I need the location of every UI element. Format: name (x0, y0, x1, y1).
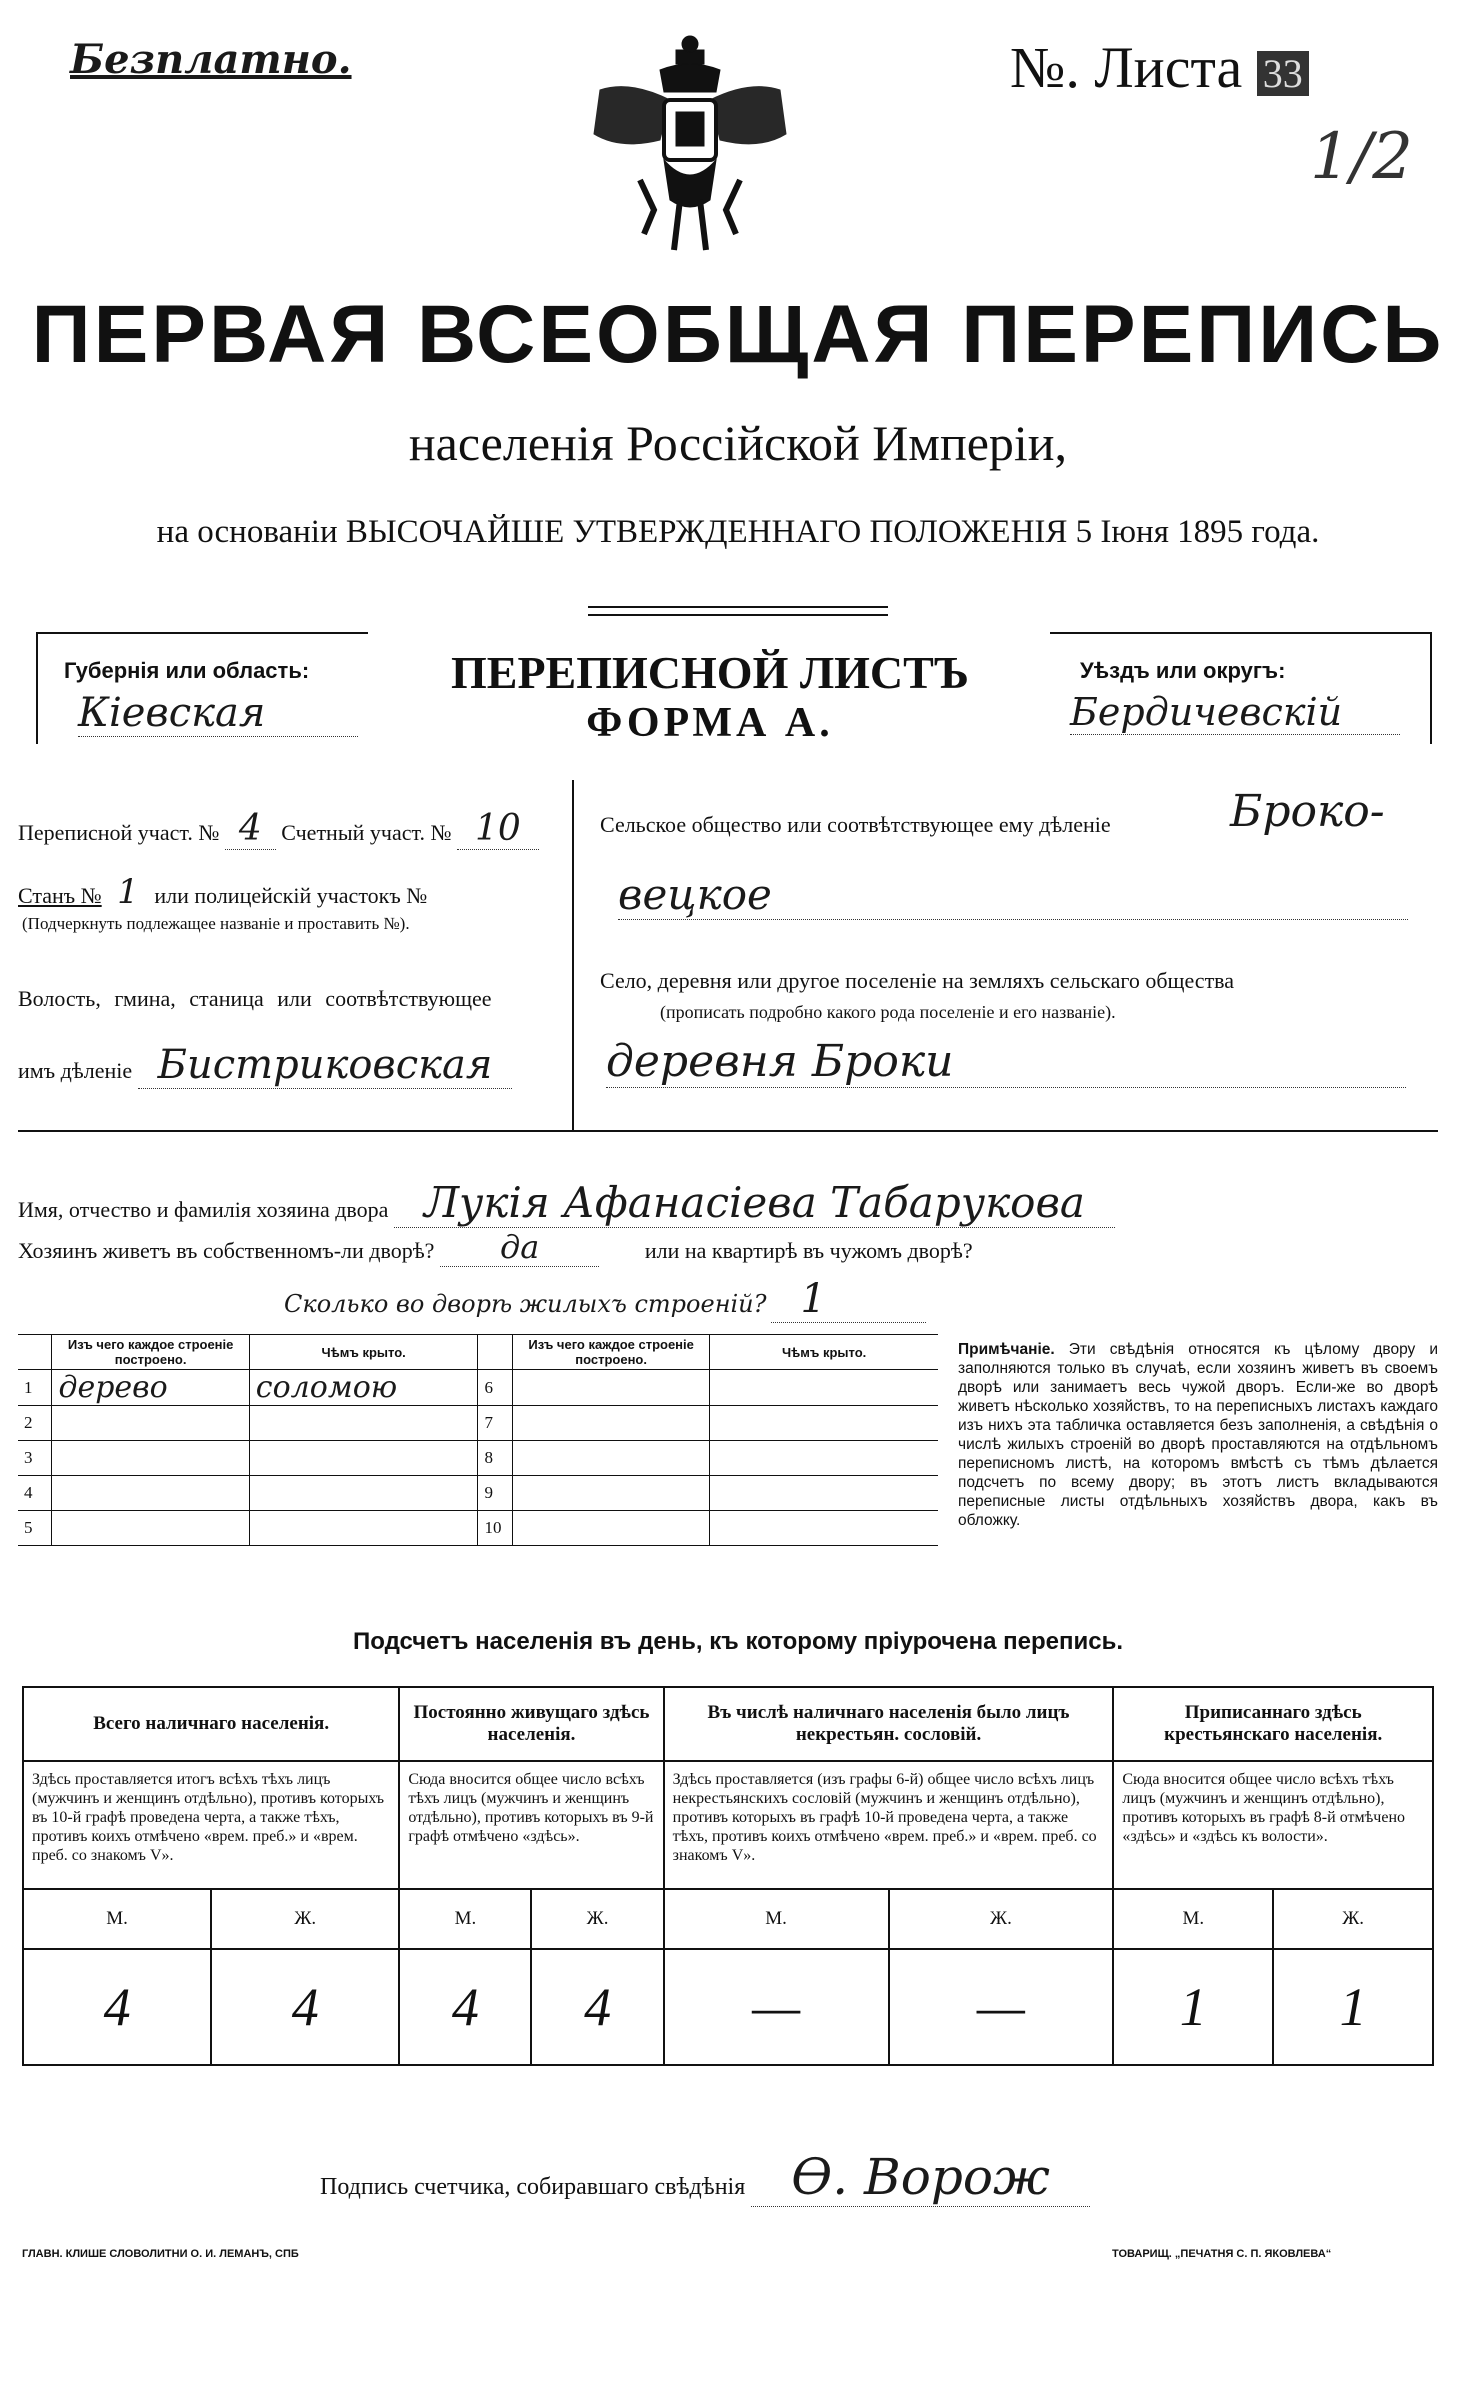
form-title-line2: ФОРМА А. (586, 700, 834, 746)
perepis-uchast-value: 4 (225, 808, 276, 850)
note (958, 1340, 1438, 1530)
population-title: Подсчетъ населенія въ день, къ которому пріурочена перепись. (353, 1628, 1123, 1655)
buildings-row (284, 1276, 926, 1322)
roof-cell (249, 1511, 478, 1546)
pop-desc-1: Здѣсь проставляется итогъ всѣхъ тѣхъ лицъ (мужчинъ и женщинъ отдѣльно), противъ которыхъ въ 10-й графѣ проведена черта, а также тѣхъ, противъ коихъ отмѣчено «врем. преб.» и «врем. преб. со знакомъ V». (23, 1761, 399, 1889)
society-label: Сельское общество или соотвѣтствующее ему дѣленіе (600, 812, 1111, 837)
row-num: 1 (18, 1370, 52, 1406)
col-material-2: Изъ чего каждое строеніе построено. (512, 1335, 709, 1370)
table-row (18, 1511, 938, 1546)
printer-left: ГЛАВН. КЛИШЕ СЛОВОЛИТНИ О. И. ЛЕМАНЪ, СПБ (22, 2248, 299, 2260)
form-title-line1: ПЕРЕПИСНОЙ ЛИСТЪ (450, 647, 970, 698)
village-value: деревня Броки (606, 1036, 1406, 1088)
uezd-label: Уѣздъ или округъ: (1080, 658, 1286, 683)
nonpeasant-female: — (889, 1949, 1114, 2065)
gubernia-value: Кіевская (78, 690, 358, 737)
free-label: Безплатно. (70, 36, 352, 83)
material-cell (512, 1370, 709, 1406)
own-yard-label: Хозяинъ живетъ въ собственномъ-ли дворѣ? (18, 1238, 435, 1263)
own-yard-value: да (440, 1228, 599, 1267)
volost-row (18, 1042, 512, 1088)
row-num: 10 (478, 1511, 512, 1546)
schetny-uchast-label: Счетный участ. № (281, 820, 452, 845)
stan-value: 1 (117, 872, 139, 912)
owner-name-value: Лукія Афанасіева Табарукова (394, 1178, 1115, 1228)
row-num: 6 (478, 1370, 512, 1406)
f-label: Ж. (889, 1889, 1114, 1949)
divider-vertical (572, 780, 574, 1130)
gubernia-box (36, 632, 368, 744)
ornament-divider (588, 606, 888, 616)
col-roof-1: Чѣмъ крыто. (249, 1335, 478, 1370)
pop-header-3: Въ числѣ наличнаго населенія было лицъ некрестьян. сословій. (664, 1687, 1114, 1761)
m-label: М. (23, 1889, 211, 1949)
m-label: М. (399, 1889, 531, 1949)
signature-value: Ѳ. Ворож (751, 2148, 1090, 2207)
village-note: (прописать подробно какого рода поселеніе и его названіе). (660, 1002, 1116, 1022)
pop-header-2: Постоянно живущаго здѣсь населенія. (399, 1687, 663, 1761)
divider-horizontal (18, 1130, 1438, 1132)
roof-cell (710, 1511, 938, 1546)
buildings-table (18, 1334, 938, 1546)
underline-note: (Подчеркнуть подлежащее названіе и проставить №). (22, 914, 410, 933)
table-row (18, 1476, 938, 1511)
society-value2: вецкое (618, 870, 1408, 920)
census-title: ПЕРВАЯ ВСЕОБЩАЯ ПЕРЕПИСЬ (31, 289, 1445, 380)
material-cell (52, 1406, 249, 1441)
roof-cell (249, 1406, 478, 1441)
stan-label: Станъ № (18, 883, 102, 908)
roof-cell (710, 1441, 938, 1476)
roof-cell (249, 1476, 478, 1511)
row-num: 2 (18, 1406, 52, 1441)
col-material-1: Изъ чего каждое строеніе построено. (52, 1335, 249, 1370)
apartment-label: или на квартирѣ въ чужомъ дворѣ? (644, 1238, 973, 1263)
perepis-row (18, 808, 539, 849)
uezd-value: Бердичевскій (1070, 690, 1400, 735)
total-male: 4 (23, 1949, 211, 2065)
pop-desc-2: Сюда вносится общее число всѣхъ тѣхъ лицъ (мужчинъ и женщинъ отдѣльно), противъ которыхъ въ 9-й графѣ отмѣчено «здѣсь». (399, 1761, 663, 1889)
own-yard-row (18, 1228, 973, 1266)
double-headed-eagle-emblem (580, 30, 800, 260)
society-value1: Броко- (1230, 786, 1385, 837)
m-label: М. (664, 1889, 889, 1949)
schetny-uchast-value: 10 (457, 808, 539, 850)
population-table (22, 1686, 1434, 2066)
volost-label2: имъ дѣленіе (18, 1058, 133, 1083)
total-female: 4 (211, 1949, 399, 2065)
row-num: 7 (478, 1406, 512, 1441)
material-cell (512, 1441, 709, 1476)
owner-name-row (18, 1178, 1115, 1227)
uezd-box (1050, 632, 1432, 744)
note-text: Эти свѣдѣнія относятся къ цѣлому двору и заполняются только въ случаѣ, если хозяинъ живетъ въ своемъ дворѣ или занимаетъ весь чужой дворъ. Если-же во дворѣ живетъ нѣсколько хозяйствъ, то на переписныхъ листахъ каждаго изъ нихъ эта табличка оставляется безъ заполненія, а свѣдѣнія о числѣ жилыхъ строеній во дворѣ проставляются на отдѣльномъ переписномъ листѣ, на которомъ вмѣстѣ съ тѣмъ дѣлается подсчетъ по всему двору; въ этотъ листъ вкладываются переписные листы отдѣльныхъ хозяйствъ двора, какъ въ обложку. (958, 1341, 1438, 1529)
roof-cell (710, 1370, 938, 1406)
col-roof-2: Чѣмъ крыто. (710, 1335, 938, 1370)
pop-desc-4: Сюда вносится общее число всѣхъ тѣхъ лицъ (мужчинъ и женщинъ отдѣльно), противъ которыхъ въ графѣ 8-й отмѣчено «здѣсь» и «здѣсь къ волости». (1113, 1761, 1433, 1889)
table-row (18, 1441, 938, 1476)
census-basis: на основаніи ВЫСОЧАЙШЕ УТВЕРЖДЕННАГО ПОЛОЖЕНІЯ 5 Іюня 1895 года. (156, 514, 1320, 550)
volost-value: Бистриковская (138, 1042, 513, 1089)
sheet-number-value: 33 (1257, 51, 1309, 96)
f-label: Ж. (1273, 1889, 1433, 1949)
buildings-label: Сколько во дворѣ жилыхъ строеній? (284, 1290, 767, 1318)
roof-cell: соломою (249, 1370, 478, 1406)
permanent-female: 4 (531, 1949, 663, 2065)
printer-right: ТОВАРИЩ. „ПЕЧАТНЯ С. П. ЯКОВЛЕВА“ (1112, 2248, 1332, 2260)
roof-cell (710, 1476, 938, 1511)
village-label: Село, деревня или другое поселеніе на земляхъ сельскаго общества (600, 968, 1235, 993)
material-cell (512, 1476, 709, 1511)
material-cell (52, 1441, 249, 1476)
sheet-number (1010, 34, 1309, 101)
note-title: Примѣчаніе. (958, 1341, 1055, 1358)
f-label: Ж. (211, 1889, 399, 1949)
buildings-value: 1 (771, 1276, 926, 1323)
pop-desc-3: Здѣсь проставляется (изъ графы 6-й) общее число всѣхъ лицъ некрестьянскихъ сословій (мужчинъ и женщинъ отдѣльно), противъ которыхъ въ графѣ 10-й проведена черта, а также тѣхъ, противъ коихъ отмѣчено «врем. преб.» и «врем. преб. со знакомъ V». (664, 1761, 1114, 1889)
pop-header-1: Всего наличнаго населенія. (23, 1687, 399, 1761)
f-label: Ж. (531, 1889, 663, 1949)
form-title (370, 632, 1050, 747)
pop-header-4: Приписаннаго здѣсь крестьянскаго населенія. (1113, 1687, 1433, 1761)
peasant-female: 1 (1273, 1949, 1433, 2065)
peasant-male: 1 (1113, 1949, 1273, 2065)
material-cell (512, 1406, 709, 1441)
material-cell (512, 1511, 709, 1546)
material-cell (52, 1476, 249, 1511)
volost-label: Волость, гмина, станица или соотвѣтствующее (18, 986, 492, 1011)
permanent-male: 4 (399, 1949, 531, 2065)
table-row (18, 1370, 938, 1406)
gubernia-label: Губернія или область: (64, 658, 310, 683)
row-num: 3 (18, 1441, 52, 1476)
row-num: 8 (478, 1441, 512, 1476)
nonpeasant-male: — (664, 1949, 889, 2065)
material-cell: дерево (52, 1370, 249, 1406)
owner-name-label: Имя, отчество и фамилія хозяина двора (18, 1197, 389, 1222)
row-num: 5 (18, 1511, 52, 1546)
row-num: 9 (478, 1476, 512, 1511)
roof-cell (710, 1406, 938, 1441)
perepis-uchast-label: Переписной участ. № (18, 820, 220, 845)
signature-label: Подпись счетчика, собиравшаго свѣдѣнія (320, 2174, 746, 2200)
material-cell (52, 1511, 249, 1546)
roof-cell (249, 1441, 478, 1476)
police-label: или полицейскій участокъ № (154, 883, 428, 908)
signature-row (320, 2148, 1090, 2206)
table-row (18, 1406, 938, 1441)
margin-note: 1/2 (1310, 120, 1413, 194)
stan-row (18, 872, 427, 912)
m-label: М. (1113, 1889, 1273, 1949)
census-subtitle: населенія Россійской Имперіи, (408, 415, 1068, 471)
sheet-number-label: №. Листа (1010, 35, 1243, 100)
row-num: 4 (18, 1476, 52, 1511)
